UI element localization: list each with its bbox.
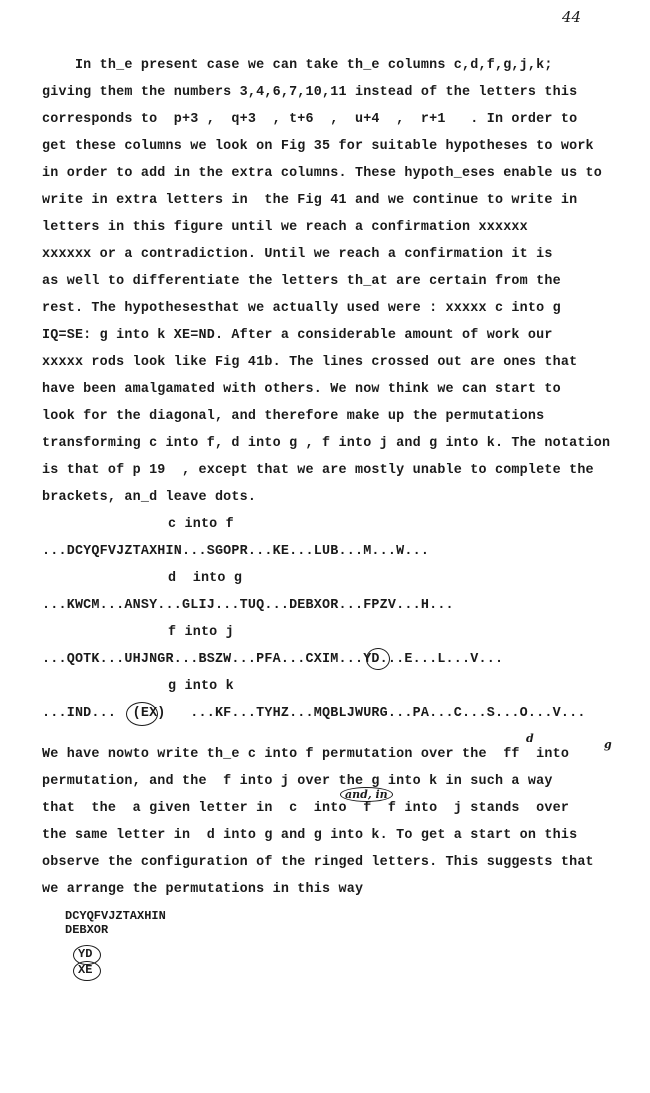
permutation-title: d into g	[168, 571, 243, 586]
text-line: permutation, and the f into j over the g into k in such a way	[42, 774, 553, 789]
permutation-title: c into f	[168, 517, 234, 532]
page-number: 44	[562, 8, 582, 26]
ring-mark	[366, 648, 390, 670]
text-line: letters in this figure until we reach a confirmation xxxxxx	[42, 220, 528, 235]
arrangement-line: XE	[78, 963, 93, 977]
permutation-sequence: ...IND... (EX) ...KF...TYHZ...MQBLJWURG...PA...C...S...O...V...	[42, 706, 586, 721]
permutation-sequence: ...KWCM...ANSY...GLIJ...TUQ...DEBXOR...FPZV...H...	[42, 598, 454, 613]
text-line: rest. The hypothesesthat we actually used were : xxxxx c into g	[42, 301, 561, 316]
text-line: xxxxxx or a contradiction. Until we reach a confirmation it is	[42, 247, 553, 262]
text-line: as well to differentiate the letters th_at are certain from the	[42, 274, 561, 289]
permutation-title: f into j	[168, 625, 234, 640]
arrangement-line: DCYQFVJZTAXHIN	[65, 909, 166, 923]
text-line: is that of p 19 , except that we are mostly unable to complete the	[42, 463, 594, 478]
text-line: we arrange the permutations in this way	[42, 882, 364, 897]
text-line: We have nowto write th_e c into f permutation over the ff into	[42, 747, 570, 762]
text-line: transforming c into f, d into g , f into j and g into k. The notation	[42, 436, 611, 451]
permutation-title: g into k	[168, 679, 234, 694]
text-line: corresponds to p+3 , q+3 , t+6 , u+4 , r+1 . In order to	[42, 112, 578, 127]
text-line: that the a given letter in c into f f into j stands over	[42, 801, 570, 816]
handwritten-annotation: d	[526, 732, 534, 745]
permutation-sequence: ...QOTK...UHJNGR...BSZW...PFA...CXIM...YD...E...L...V...	[42, 652, 504, 667]
text-line: in order to add in the extra columns. These hypoth_eses enable us to	[42, 166, 603, 181]
permutation-sequence: ...DCYQFVJZTAXHIN...SGOPR...KE...LUB...M...W...	[42, 544, 430, 559]
handwritten-annotation: g	[604, 738, 612, 751]
handwritten-annotation: and, in	[340, 787, 393, 802]
ring-mark	[73, 961, 101, 981]
text-line: In th_e present case we can take th_e columns c,d,f,g,j,k;	[42, 58, 553, 73]
text-line: observe the configuration of the ringed letters. This suggests that	[42, 855, 594, 870]
text-line: the same letter in d into g and g into k. To get a start on this	[42, 828, 578, 843]
text-line: xxxxx rods look like Fig 41b. The lines crossed out are ones that	[42, 355, 578, 370]
text-line: have been amalgamated with others. We now think we can start to	[42, 382, 561, 397]
text-line: IQ=SE: g into k XE=ND. After a considerable amount of work our	[42, 328, 553, 343]
text-line: get these columns we look on Fig 35 for suitable hypotheses to work	[42, 139, 594, 154]
text-line: look for the diagonal, and therefore make up the permutations	[42, 409, 545, 424]
arrangement-line: DEBXOR	[65, 923, 109, 937]
arrangement-line: YD	[78, 947, 93, 961]
text-line: write in extra letters in the Fig 41 and we continue to write in	[42, 193, 578, 208]
ring-mark	[126, 702, 158, 726]
text-line: giving them the numbers 3,4,6,7,10,11 instead of the letters this	[42, 85, 578, 100]
text-line: brackets, an_d leave dots.	[42, 490, 257, 505]
